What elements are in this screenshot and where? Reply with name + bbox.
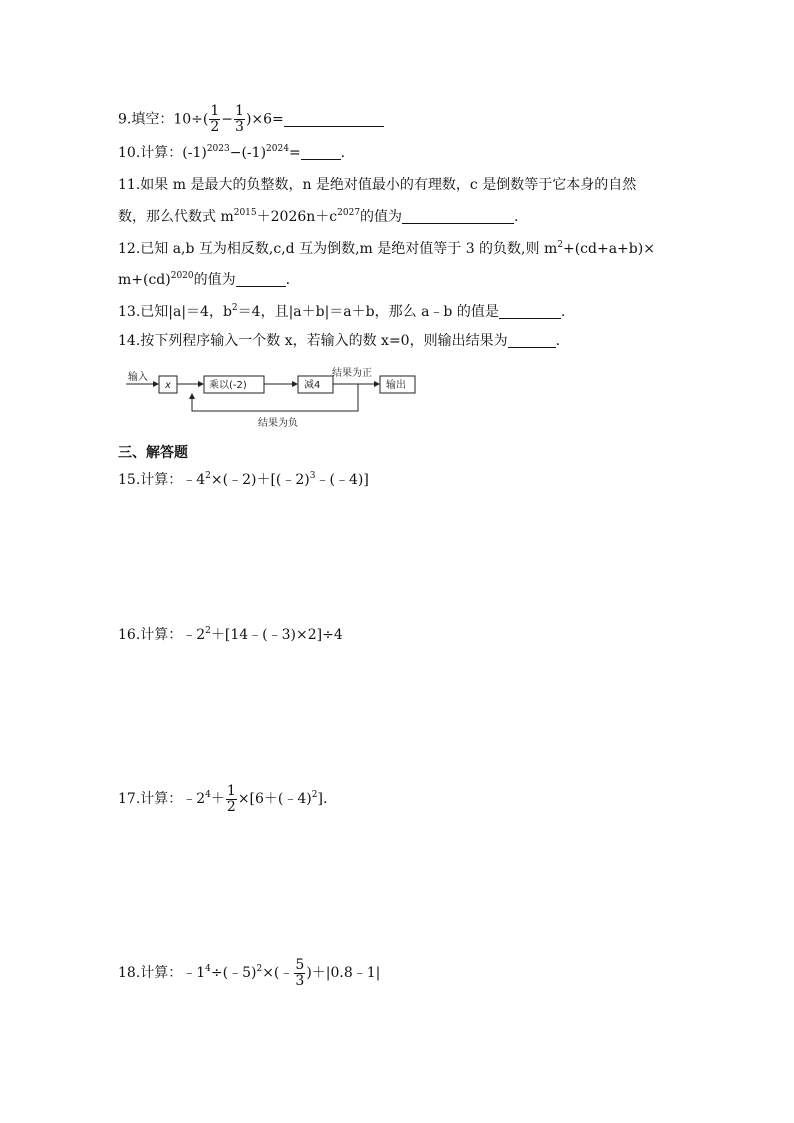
answer-blank[interactable] bbox=[301, 145, 341, 160]
svg-text:减4: 减4 bbox=[304, 380, 321, 391]
answer-blank[interactable] bbox=[236, 272, 286, 287]
question-11-line-2: 数，那么代数式 $m^{2015}+2026n+c^{2027}$的值为 . bbox=[118, 208, 519, 225]
fraction-one-third: $\frac{1}{3}$ bbox=[235, 103, 244, 135]
question-16: 16.计算：$﹣2^2+[14﹣(﹣3)\times 2]\div 4$ bbox=[118, 626, 343, 643]
question-10: 10.计算：$(-1)^{2023}-(-1)^{2024}=$ . bbox=[118, 144, 346, 161]
answer-blank[interactable] bbox=[284, 112, 384, 127]
flow-negative-label: 结果为负 bbox=[258, 418, 298, 429]
answer-blank[interactable] bbox=[402, 209, 514, 224]
question-13: 13.已知|a|＝4，$b^2=4$，且|a＋b|＝a＋b，那么 a﹣b 的值是 . bbox=[118, 303, 566, 320]
question-14: 14.按下列程序输入一个数 x，若输入的数 x=0，则输出结果为 . bbox=[118, 333, 561, 349]
svg-text:乘以(-2): 乘以(-2) bbox=[209, 380, 247, 391]
question-12-line-1: 12.已知 a,b 互为相反数,c,d 互为倒数,m 是绝对值等于 3 的负数,则 $m^2+(cd+a+b)\times$ bbox=[118, 240, 655, 257]
program-flowchart bbox=[126, 364, 426, 434]
fraction-one-half: $\frac{1}{2}$ bbox=[226, 782, 236, 815]
question-18: 18.计算：$﹣1^4\div(﹣5)^2\times(﹣$ $\frac{5}{3}$ )＋|0.8﹣1| bbox=[118, 956, 381, 989]
svg-text:输出: 输出 bbox=[386, 380, 406, 391]
section-heading: 三、解答题 bbox=[118, 445, 188, 461]
question-11-line-1: 11.如果 m 是最大的负整数，n 是绝对值最小的有理数，c 是倒数等于它本身的自然 bbox=[118, 177, 637, 193]
fraction-five-thirds: $\frac{5}{3}$ bbox=[295, 956, 305, 989]
answer-blank[interactable] bbox=[508, 333, 556, 348]
question-12-line-2: m+(cd)$^{2020}$的值为 . bbox=[118, 271, 291, 288]
fraction-one-half: $\frac{1}{2}$ bbox=[210, 103, 220, 135]
answer-blank[interactable] bbox=[499, 304, 561, 319]
question-9: 9.填空：10÷( $\frac{1}{2}$ − $\frac{1}{3}$ )×6= bbox=[118, 104, 384, 135]
question-17: 17.计算：$﹣2^4+$ $\frac{1}{2}$ ×[6＋(﹣4)$^2$]. bbox=[118, 782, 328, 815]
flow-positive-label: 结果为正 bbox=[332, 368, 372, 379]
flow-input-label: 输入 bbox=[128, 372, 148, 383]
svg-text:x: x bbox=[165, 380, 171, 391]
question-15: 15.计算：$﹣4^2\times(﹣2)+[(﹣2)^3﹣(﹣4)]$ bbox=[118, 471, 369, 488]
